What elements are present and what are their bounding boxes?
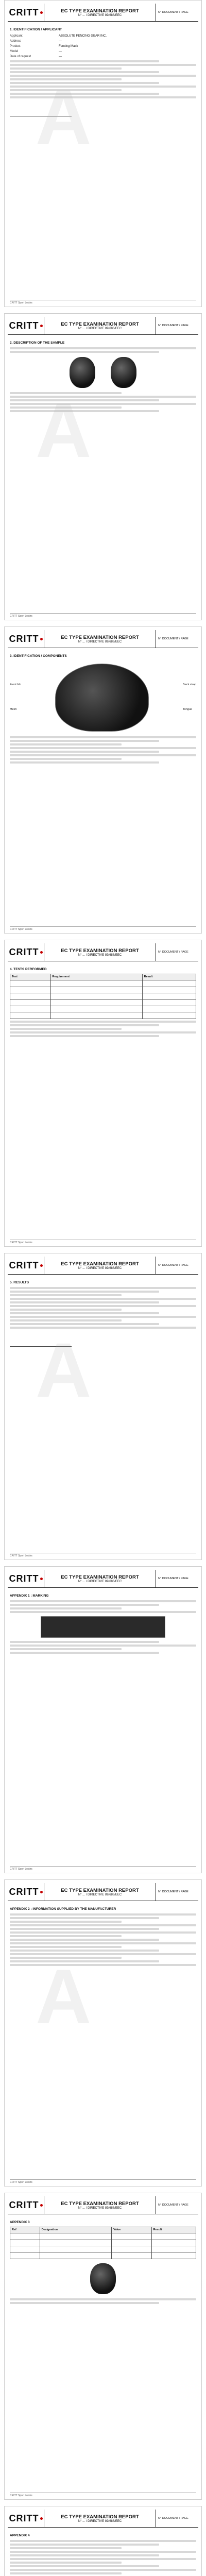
kv-row: [10, 55, 196, 59]
text-line: [10, 1021, 196, 1023]
report-page-2: [4, 313, 202, 620]
table-header: Designation: [40, 2227, 112, 2233]
page-body: [5, 961, 201, 1042]
text-line: [10, 1964, 196, 1966]
logo-text: CRITT: [9, 2513, 39, 2523]
page-header: [8, 630, 198, 648]
critt-logo: [8, 1883, 44, 1901]
text-line: [10, 758, 122, 760]
report-subtitle: N° ... / DIRECTIVE 89/686/EEC: [78, 13, 122, 17]
text-line: [10, 2562, 122, 2564]
report-title-text: EC TYPE EXAMINATION REPORT: [61, 321, 139, 327]
logo-dot-icon: [40, 1264, 43, 1267]
text-line: [10, 1319, 122, 1321]
mask-photo: [90, 2263, 116, 2294]
critt-logo: [8, 630, 44, 648]
page-body: [5, 1901, 201, 1971]
report-title: [44, 630, 156, 648]
section-title: APPENDIX 4: [10, 2534, 30, 2537]
critt-logo: [8, 943, 44, 961]
text-line: [10, 410, 159, 412]
watermark: A: [36, 74, 92, 160]
report-title: [44, 317, 156, 334]
text-line: [10, 67, 122, 70]
text-line: [10, 1652, 159, 1654]
logo-text: CRITT: [9, 946, 39, 957]
kv-key: Applicant: [10, 34, 23, 38]
report-page-6: [4, 1566, 202, 1873]
report-subtitle: N° ... / DIRECTIVE 89/686/EEC: [78, 1893, 122, 1896]
critt-logo: [8, 1570, 44, 1587]
text-line: [10, 396, 196, 398]
page-body: [5, 2528, 201, 2576]
text-line: [10, 1946, 122, 1948]
logo-text: CRITT: [9, 7, 39, 18]
text-line: [10, 60, 159, 62]
text-line: [10, 1939, 159, 1941]
kv-value: —: [59, 39, 62, 43]
text-line: [10, 1611, 196, 1613]
section-title: 1. IDENTIFICATION / APPLICANT: [10, 28, 62, 31]
kv-row: [10, 49, 196, 54]
logo-dot-icon: [40, 1891, 43, 1893]
text-line: [10, 1953, 196, 1955]
callout-label: Back strap: [183, 683, 196, 687]
report-title: [44, 2196, 156, 2214]
page-label: N° DOCUMENT / PAGE: [158, 1264, 188, 1267]
table-row: [10, 2252, 196, 2259]
text-line: [10, 1600, 196, 1602]
page-number-box: [156, 1570, 198, 1587]
page-label: N° DOCUMENT / PAGE: [158, 324, 188, 327]
text-line: [10, 1035, 159, 1037]
page-header: [8, 1257, 198, 1275]
table-header: Result: [142, 974, 196, 980]
text-line: [10, 1298, 196, 1300]
text-line: [10, 1031, 196, 1033]
page-label: N° DOCUMENT / PAGE: [158, 637, 188, 640]
report-subtitle: N° ... / DIRECTIVE 89/686/EEC: [78, 1580, 122, 1583]
section-title: 4. TESTS PERFORMED: [10, 968, 47, 971]
callout-label: Front bib: [10, 683, 21, 687]
kv-value: Fencing Mask: [59, 44, 78, 48]
logo-dot-icon: [40, 325, 43, 327]
text-line: [10, 2558, 196, 2560]
text-line: [10, 2565, 159, 2567]
table-row: [10, 999, 196, 1006]
text-line: [10, 93, 159, 95]
text-line: [10, 1950, 159, 1952]
page-header: [8, 1883, 198, 1901]
text-line: [10, 82, 159, 84]
report-subtitle: N° ... / DIRECTIVE 89/686/EEC: [78, 953, 122, 957]
text-line: [10, 1960, 159, 1962]
text-line: [10, 75, 196, 77]
page-number-box: [156, 317, 198, 334]
text-line: [10, 1316, 196, 1318]
watermark: A: [36, 1327, 92, 1413]
kv-key: Date of request: [10, 55, 31, 59]
text-line: [10, 736, 196, 738]
report-title-text: EC TYPE EXAMINATION REPORT: [61, 1887, 139, 1893]
critt-logo: [8, 4, 44, 21]
page-number-box: [156, 4, 198, 21]
report-page-7: [4, 1879, 202, 2187]
text-line: [10, 2298, 196, 2300]
table-header-row: [10, 2227, 196, 2233]
sample-photos: [10, 357, 196, 388]
callout-label: Mesh: [10, 707, 17, 711]
table-header: Result: [151, 2227, 196, 2233]
signature-line: [10, 103, 72, 116]
text-line: [10, 1028, 122, 1030]
text-line: [10, 1913, 196, 1916]
page-number-box: [156, 1257, 198, 1274]
table-row: [10, 1012, 196, 1019]
report-subtitle: N° ... / DIRECTIVE 89/686/EEC: [78, 1266, 122, 1270]
kv-key: Address: [10, 39, 22, 43]
text-line: [10, 347, 196, 349]
appendix-photos: [10, 2263, 196, 2294]
section-title: APPENDIX 1 : MARKING: [10, 1594, 49, 1598]
text-line: [10, 89, 122, 91]
table-row: [10, 980, 196, 987]
page-header: [8, 4, 198, 22]
tests-table: [10, 974, 196, 1019]
section-title: 5. RESULTS: [10, 1281, 29, 1284]
table-header: Test: [10, 974, 51, 980]
text-line: [10, 1312, 159, 1314]
table-row: [10, 2246, 196, 2252]
critt-logo: [8, 317, 44, 334]
logo-text: CRITT: [9, 1573, 39, 1584]
report-title: [44, 2510, 156, 2527]
report-page-4: [4, 940, 202, 1247]
text-line: [10, 1928, 159, 1930]
section-title: APPENDIX 3: [10, 2221, 30, 2224]
page-label: N° DOCUMENT / PAGE: [158, 1890, 188, 1893]
text-line: [10, 1942, 196, 1944]
logo-dot-icon: [40, 1578, 43, 1580]
table-row: [10, 987, 196, 993]
text-line: [10, 1924, 196, 1926]
logo-dot-icon: [40, 2204, 43, 2207]
text-line: [10, 403, 196, 405]
text-line: [10, 1323, 159, 1325]
table-row: [10, 2240, 196, 2246]
page-body: [5, 22, 201, 121]
text-line: [10, 1024, 159, 1026]
text-line: [10, 399, 159, 401]
report-title-text: EC TYPE EXAMINATION REPORT: [61, 634, 139, 640]
critt-logo: [8, 1257, 44, 1274]
section-title: 2. DESCRIPTION OF THE SAMPLE: [10, 341, 65, 345]
text-line: [10, 78, 122, 80]
page-body: [5, 2214, 201, 2309]
text-line: [10, 406, 122, 409]
text-line: [10, 747, 196, 749]
text-line: [10, 1305, 196, 1307]
table-header: Ref: [10, 2227, 40, 2233]
logo-dot-icon: [40, 638, 43, 640]
report-title-text: EC TYPE EXAMINATION REPORT: [61, 2200, 139, 2207]
page-header: [8, 1570, 198, 1588]
text-line: [10, 1917, 159, 1919]
report-title: [44, 1883, 156, 1901]
text-line: [10, 1294, 122, 1296]
report-subtitle: N° ... / DIRECTIVE 89/686/EEC: [78, 2206, 122, 2210]
page-header: [8, 2510, 198, 2528]
callout-label: Tongue: [183, 707, 193, 711]
text-line: [10, 1604, 159, 1606]
page-label: N° DOCUMENT / PAGE: [158, 2517, 188, 2520]
table-header-row: [10, 974, 196, 980]
table-row: [10, 993, 196, 999]
report-title-text: EC TYPE EXAMINATION REPORT: [61, 1261, 139, 1267]
logo-dot-icon: [40, 11, 43, 14]
text-line: [10, 351, 159, 353]
table-header: Requirement: [50, 974, 142, 980]
page-number-box: [156, 2196, 198, 2214]
signature-line: [10, 1333, 72, 1347]
report-title: [44, 943, 156, 961]
logo-text: CRITT: [9, 633, 39, 644]
page-label: N° DOCUMENT / PAGE: [158, 11, 188, 14]
text-line: [10, 1291, 159, 1293]
page-header: [8, 317, 198, 335]
page-body: [5, 1275, 201, 1351]
text-line: [10, 1309, 122, 1311]
table-row: [10, 2233, 196, 2240]
mask-photo-side: [111, 357, 136, 388]
text-line: [10, 1645, 196, 1647]
text-line: [10, 2302, 159, 2304]
page-label: N° DOCUMENT / PAGE: [158, 951, 188, 954]
table-row: [10, 1006, 196, 1012]
appendix-table: [10, 2227, 196, 2259]
marking-photo: [41, 1616, 165, 1638]
page-body: [5, 1588, 201, 1658]
text-line: [10, 2547, 122, 2549]
text-line: [10, 2554, 159, 2556]
watermark: A: [36, 387, 92, 473]
page-number-box: [156, 943, 198, 961]
text-line: [10, 1641, 159, 1643]
mask-photo: [55, 664, 149, 732]
page-number-box: [156, 630, 198, 648]
kv-key: Product: [10, 44, 21, 48]
critt-logo: [8, 2196, 44, 2214]
text-line: [10, 754, 196, 756]
section-title: APPENDIX 2 : INFORMATION SUPPLIED BY THE MANUFACTURER: [10, 1907, 116, 1911]
text-line: [10, 2544, 159, 2546]
kv-row: [10, 44, 196, 48]
mask-photo-front: [70, 357, 95, 388]
logo-text: CRITT: [9, 320, 39, 331]
page-number-box: [156, 2510, 198, 2527]
text-line: [10, 1648, 122, 1650]
kv-value: ABSOLUTE FENCING GEAR INC.: [59, 34, 107, 38]
page-footer: CRITT Sport Loisirs: [10, 300, 196, 304]
report-subtitle: N° ... / DIRECTIVE 89/686/EEC: [78, 640, 122, 643]
report-page-3: [4, 626, 202, 934]
text-line: [10, 64, 196, 66]
report-title-text: EC TYPE EXAMINATION REPORT: [61, 2514, 139, 2520]
report-page-8: [4, 2193, 202, 2500]
report-title: [44, 4, 156, 21]
page-footer: CRITT Sport Loisirs: [10, 613, 196, 618]
text-line: [10, 2551, 196, 2553]
page-label: N° DOCUMENT / PAGE: [158, 1577, 188, 1580]
logo-text: CRITT: [9, 2199, 39, 2210]
text-line: [10, 1287, 196, 1289]
text-line: [10, 1607, 122, 1609]
table-header: Value: [112, 2227, 152, 2233]
text-line: [10, 1957, 122, 1959]
text-line: [10, 71, 159, 73]
report-title-text: EC TYPE EXAMINATION REPORT: [61, 8, 139, 14]
page-label: N° DOCUMENT / PAGE: [158, 2204, 188, 2207]
text-line: [10, 2572, 122, 2574]
report-title-text: EC TYPE EXAMINATION REPORT: [61, 1574, 139, 1580]
kv-key: Model: [10, 50, 19, 54]
logo-dot-icon: [40, 951, 43, 954]
report-title: [44, 1570, 156, 1587]
text-line: [10, 86, 196, 88]
critt-logo: [8, 2510, 44, 2527]
text-line: [10, 392, 122, 394]
page-footer: CRITT Sport Loisirs: [10, 1866, 196, 1871]
page-footer: CRITT Sport Loisirs: [10, 926, 196, 931]
logo-dot-icon: [40, 2517, 43, 2520]
report-page-5: [4, 1253, 202, 1560]
watermark: A: [36, 1953, 92, 2040]
page-header: [8, 2196, 198, 2214]
report-subtitle: N° ... / DIRECTIVE 89/686/EEC: [78, 2519, 122, 2523]
kv-row: [10, 34, 196, 38]
report-page-1: [4, 0, 202, 307]
text-line: [10, 761, 159, 764]
text-line: [10, 1935, 122, 1937]
report-title-text: EC TYPE EXAMINATION REPORT: [61, 947, 139, 954]
text-line: [10, 1931, 196, 1934]
page-footer: CRITT Sport Loisirs: [10, 1240, 196, 1244]
text-line: [10, 740, 159, 742]
report-subtitle: N° ... / DIRECTIVE 89/686/EEC: [78, 327, 122, 330]
text-line: [10, 751, 159, 753]
section-title: 3. IDENTIFICATION / COMPONENTS: [10, 654, 67, 658]
kv-value: —: [59, 55, 62, 59]
page-footer: CRITT Sport Loisirs: [10, 2179, 196, 2184]
logo-text: CRITT: [9, 1260, 39, 1270]
report-page-9: [4, 2506, 202, 2576]
text-line: [10, 743, 122, 745]
page-body: [5, 648, 201, 768]
page-footer: CRITT Sport Loisirs: [10, 2493, 196, 2497]
text-line: [10, 2569, 196, 2571]
report-title: [44, 1257, 156, 1274]
text-line: [10, 1921, 122, 1923]
text-line: [10, 2540, 196, 2542]
page-body: [5, 335, 201, 417]
text-line: [10, 96, 196, 98]
text-line: [10, 1301, 159, 1303]
kv-row: [10, 39, 196, 43]
page-number-box: [156, 1883, 198, 1901]
kv-value: —: [59, 50, 62, 54]
page-header: [8, 943, 198, 961]
text-line: [10, 1327, 196, 1329]
page-footer: CRITT Sport Loisirs: [10, 1553, 196, 1557]
logo-text: CRITT: [9, 1886, 39, 1897]
